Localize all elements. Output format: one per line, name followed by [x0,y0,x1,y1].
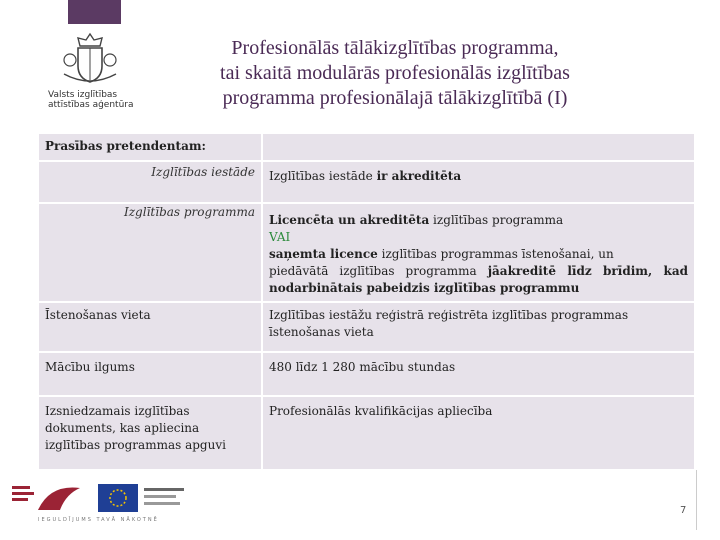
row-value-institution [262,161,695,203]
title-line-1: Profesionālās tālākizglītības programma, [231,37,559,59]
row-value-duration: 480 līdz 1 280 mācību stundas [262,352,695,396]
institution-text-bold: ir akreditēta [376,169,462,183]
header-accent-block [68,0,121,24]
programme-line1: izglītības programma [429,213,564,227]
programme-line4: piedāvātā izglītības programma [269,264,488,278]
coat-of-arms-icon [58,30,122,88]
row-value-programme [262,203,695,302]
table-row [38,203,695,302]
table-row [38,352,695,396]
header-empty-cell [262,133,695,161]
funding-logos-icon [10,480,210,516]
requirements-table [37,132,696,471]
row-label-programme: Izglītības programma [38,203,262,302]
logo-text-line2: attīstības aģentūra [48,100,134,110]
table-row [38,396,695,470]
page-number: 7 [680,505,687,516]
table-header-row [38,133,695,161]
title-line-3: programma profesionālajā tālākizglītībā (I) [222,87,568,109]
row-label-duration: Mācību ilgums [38,352,262,396]
table-row [38,161,695,203]
requirements-header: Prasības pretendentam: [38,133,262,161]
programme-line3-bold: saņemta licence [269,247,378,261]
programme-line1-bold: Licencēta un akreditēta [269,213,430,227]
programme-line3: izglītības programmas īstenošanai, un [377,247,614,261]
page-title [160,36,630,111]
row-value-location: Izglītības iestāžu reģistrā reģistrēta izglītības programmas īstenošanas vieta [262,302,695,352]
title-line-2: tai skaitā modulārās profesionālās izglītības [220,62,570,84]
row-value-document: Profesionālās kvalifikācijas apliecība [262,396,695,470]
programme-vai: VAI [269,230,291,244]
row-label-document: Izsniedzamais izglītības dokuments, kas apliecina izglītības programmas apguvi [38,396,262,470]
row-label-location: Īstenošanas vieta [38,302,262,352]
table-row [38,302,695,352]
agency-logo [40,30,140,116]
programme-line4-bold: jāakreditē līdz brīdim, kad nodarbinātais pabeidzis izglītības programmu [269,264,688,295]
institution-text: Izglītības iestāde [269,169,377,183]
footer-tagline: IEGULDĪJUMS TAVĀ NĀKOTNĒ [38,517,159,523]
row-label-institution: Izglītības iestāde [38,161,262,203]
page-divider [696,470,697,530]
logo-text-line1: Valsts izglītības [48,90,118,100]
